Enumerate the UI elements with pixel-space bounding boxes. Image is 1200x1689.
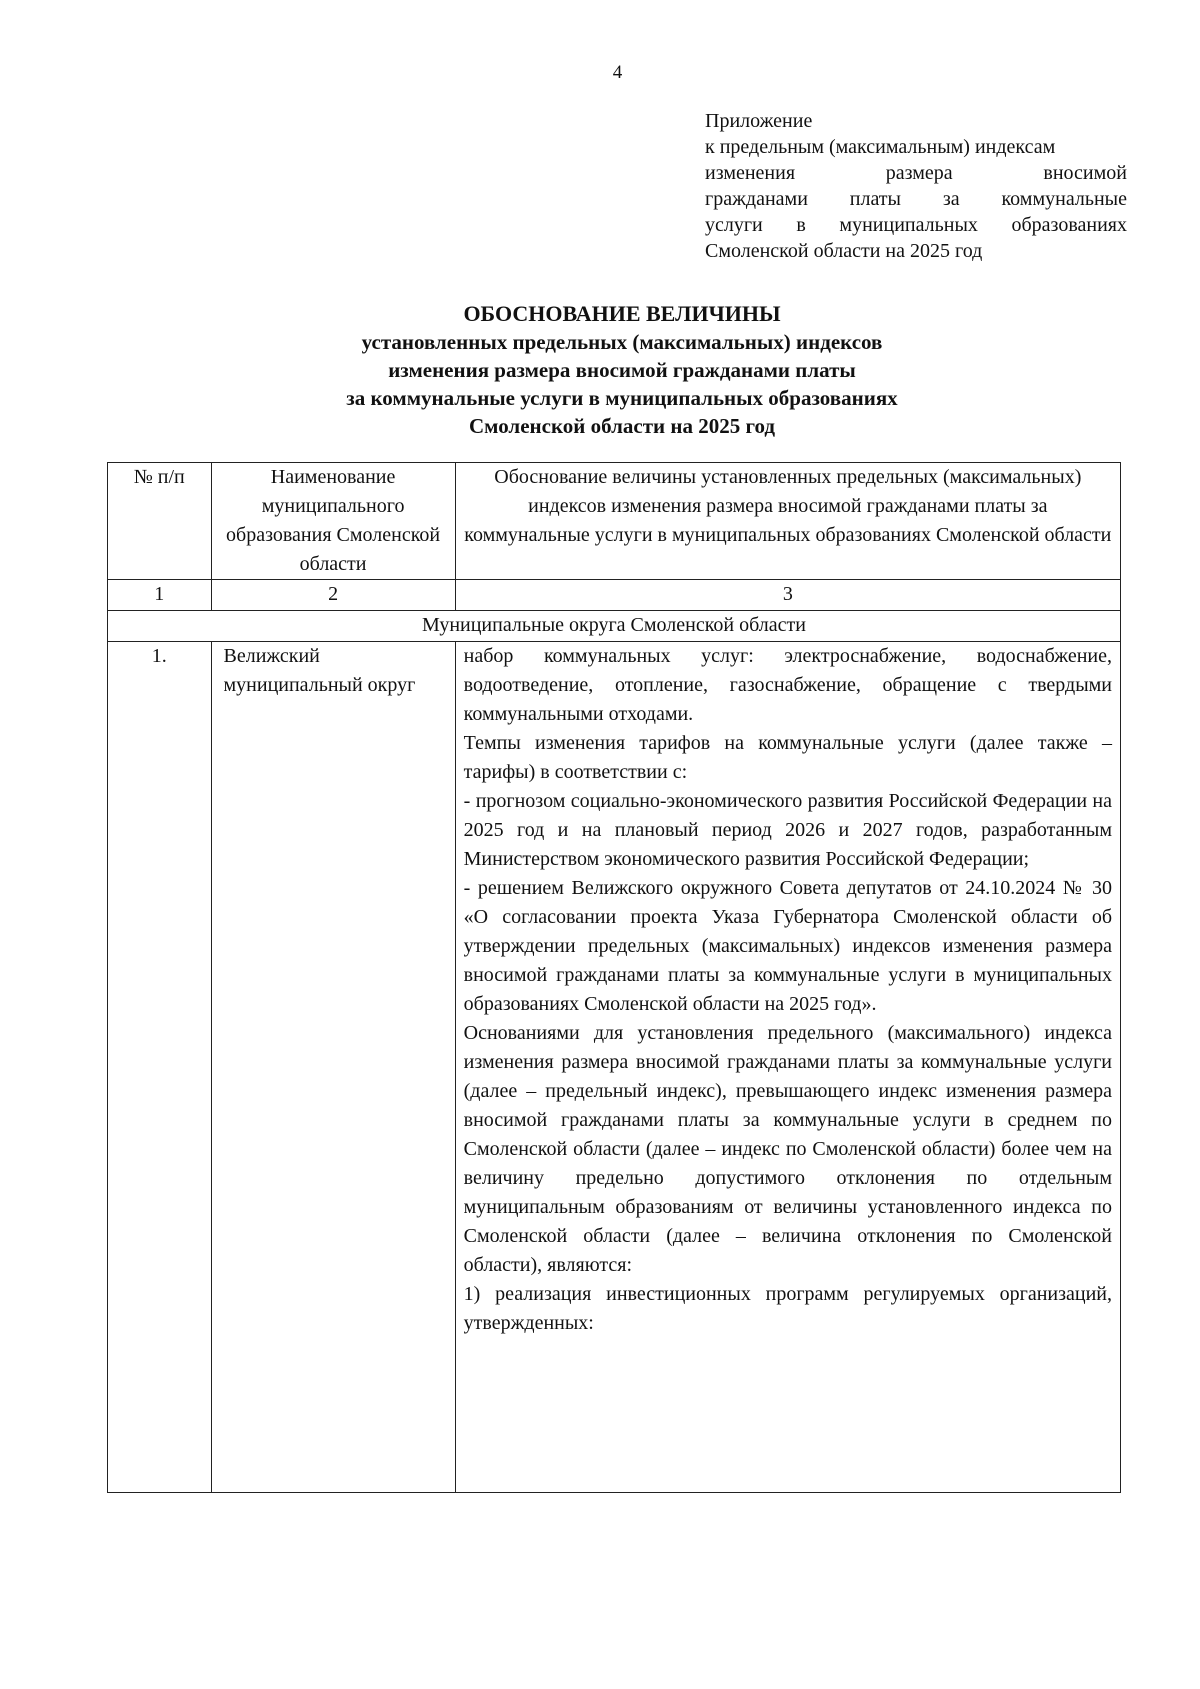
column-number-row: [108, 580, 1121, 611]
paragraph: 1) реализация инвестиционных программ регулируемых организаций, утвержденных:: [463, 1283, 1112, 1334]
row-justification: [455, 642, 1120, 1493]
title-line: Смоленской области на 2025 год: [469, 414, 775, 438]
column-number: 2: [211, 580, 455, 611]
paragraph: Основаниями для установления предельного (максимального) индекса изменения размера вносимой гражданами платы за коммунальные услуги (далее – предельный индекс), превышающего индекс изменения размера вносимой гражданами платы за коммунальные услуги в среднем по Смоленской области (далее – индекс по Смоленской области) более чем на величину предельно допустимого отклонения по отдельным муниципальным образованиям от величины установленного индекса по Смоленской области (далее – величина отклонения по Смоленской области), являются:: [463, 1022, 1112, 1276]
document-title: [0, 300, 1200, 440]
header-municipality: Наименование муниципального образования Смоленской области: [211, 463, 455, 580]
appendix-line: Приложение: [705, 110, 813, 132]
row-municipality: Велижский муниципальный округ: [211, 642, 455, 1493]
appendix-line: к предельным (максимальным) индексам: [705, 136, 1056, 158]
page-number: 4: [612, 62, 623, 83]
appendix-line: изменения размера вносимой: [705, 162, 1127, 184]
paragraph: Темпы изменения тарифов на коммунальные услуги (далее также – тарифы) в соответствии с:: [463, 732, 1112, 783]
title-line: за коммунальные услуги в муниципальных образованиях: [346, 386, 898, 410]
title-main: ОБОСНОВАНИЕ ВЕЛИЧИНЫ: [463, 301, 781, 326]
appendix-line: гражданами платы за коммунальные: [705, 188, 1127, 210]
header-justification: Обоснование величины установленных предельных (максимальных) индексов изменения размера вносимой гражданами платы за коммунальные услуги в муниципальных образованиях Смоленской области: [455, 463, 1120, 580]
title-line: изменения размера вносимой гражданами платы: [388, 358, 856, 382]
paragraph: - решением Велижского окружного Совета депутатов от 24.10.2024 № 30 «О согласовании проекта Указа Губернатора Смоленской области об утверждении предельных (максимальных) индексов изменения размера вносимой гражданами платы за коммунальные услуги в муниципальных образованиях Смоленской области на 2025 год».: [463, 877, 1112, 1015]
section-title: Муниципальные округа Смоленской области: [108, 611, 1121, 642]
row-number: 1.: [108, 642, 212, 1493]
justification-table: [107, 462, 1121, 1493]
appendix-line: Смоленской области на 2025 год: [705, 240, 983, 262]
paragraph: набор коммунальных услуг: электроснабжение, водоснабжение, водоотведение, отопление, газоснабжение, обращение с твердыми коммунальными отходами.: [463, 645, 1112, 725]
table-header-row: [108, 463, 1121, 580]
paragraph: - прогнозом социально-экономического развития Российской Федерации на 2025 год и на плановый период 2026 и 2027 годов, разработанным Министерством экономического развития Российской Федерации;: [463, 790, 1112, 870]
section-row: [108, 611, 1121, 642]
appendix-line: услуги в муниципальных образованиях: [705, 214, 1127, 236]
table-row: [108, 642, 1121, 1493]
column-number: 1: [108, 580, 212, 611]
title-line: установленных предельных (максимальных) индексов: [361, 330, 883, 354]
appendix-note: [705, 108, 1127, 264]
header-number: № п/п: [108, 463, 212, 580]
column-number: 3: [455, 580, 1120, 611]
